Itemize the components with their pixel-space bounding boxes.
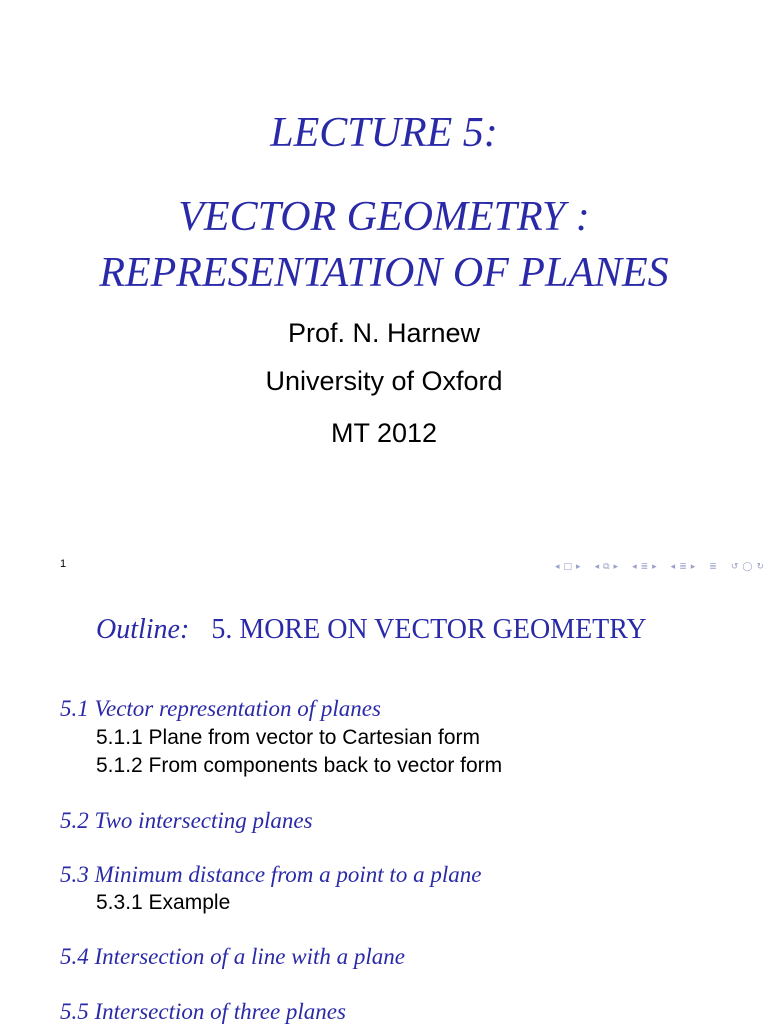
- nav-right-arrow-icon[interactable]: ▸: [576, 561, 581, 572]
- nav-section-icon[interactable]: ≣: [679, 561, 687, 572]
- subsection-5-1-2[interactable]: 5.1.2 From components back to vector form: [96, 754, 503, 777]
- nav-search-icon[interactable]: ↺: [730, 561, 739, 572]
- section-5-5[interactable]: 5.5 Intersection of three planes: [60, 999, 346, 1024]
- section-5-3[interactable]: 5.3 Minimum distance from a point to a plane: [60, 862, 482, 887]
- section-5-1[interactable]: 5.1 Vector representation of planes: [60, 696, 381, 721]
- nav-right-arrow-icon[interactable]: ▸: [690, 561, 696, 572]
- subsection-5-1-1[interactable]: 5.1.1 Plane from vector to Cartesian form: [96, 726, 480, 749]
- nav-subsection-icon[interactable]: ⧉: [603, 561, 610, 572]
- nav-left-arrow-icon[interactable]: ◂: [554, 561, 560, 572]
- page-number: 1: [60, 558, 67, 570]
- beamer-navigation: [541, 560, 764, 574]
- lecture-title: LECTURE 5:: [270, 110, 498, 156]
- outline-label: Outline:: [96, 614, 190, 645]
- outline-heading: [96, 614, 647, 646]
- subsection-5-3-1[interactable]: 5.3.1 Example: [96, 891, 231, 914]
- section-5-4[interactable]: 5.4 Intersection of a line with a plane: [60, 944, 405, 969]
- outline-section-heading: 5. MORE ON VECTOR GEOMETRY: [211, 614, 647, 645]
- nav-left-arrow-icon[interactable]: ◂: [670, 561, 676, 572]
- nav-left-arrow-icon[interactable]: ◂: [594, 561, 600, 572]
- term: MT 2012: [330, 418, 438, 448]
- nav-align-icon[interactable]: ≣: [709, 561, 717, 572]
- section-5-2[interactable]: 5.2 Two intersecting planes: [60, 808, 313, 833]
- nav-section-icon[interactable]: ≣: [640, 561, 649, 572]
- nav-search-icon[interactable]: ↻: [756, 561, 764, 572]
- institution: University of Oxford: [265, 366, 503, 396]
- nav-left-arrow-icon[interactable]: ◂: [632, 561, 637, 572]
- nav-right-arrow-icon[interactable]: ▸: [613, 561, 619, 572]
- author: Prof. N. Harnew: [287, 318, 481, 348]
- lecture-subtitle-line-1: VECTOR GEOMETRY :: [178, 194, 590, 240]
- lecture-subtitle-line-2: REPRESENTATION OF PLANES: [99, 250, 669, 296]
- nav-frame-icon[interactable]: □: [563, 561, 573, 572]
- nav-search-icon[interactable]: ◯: [742, 561, 753, 572]
- nav-right-arrow-icon[interactable]: ▸: [652, 561, 657, 572]
